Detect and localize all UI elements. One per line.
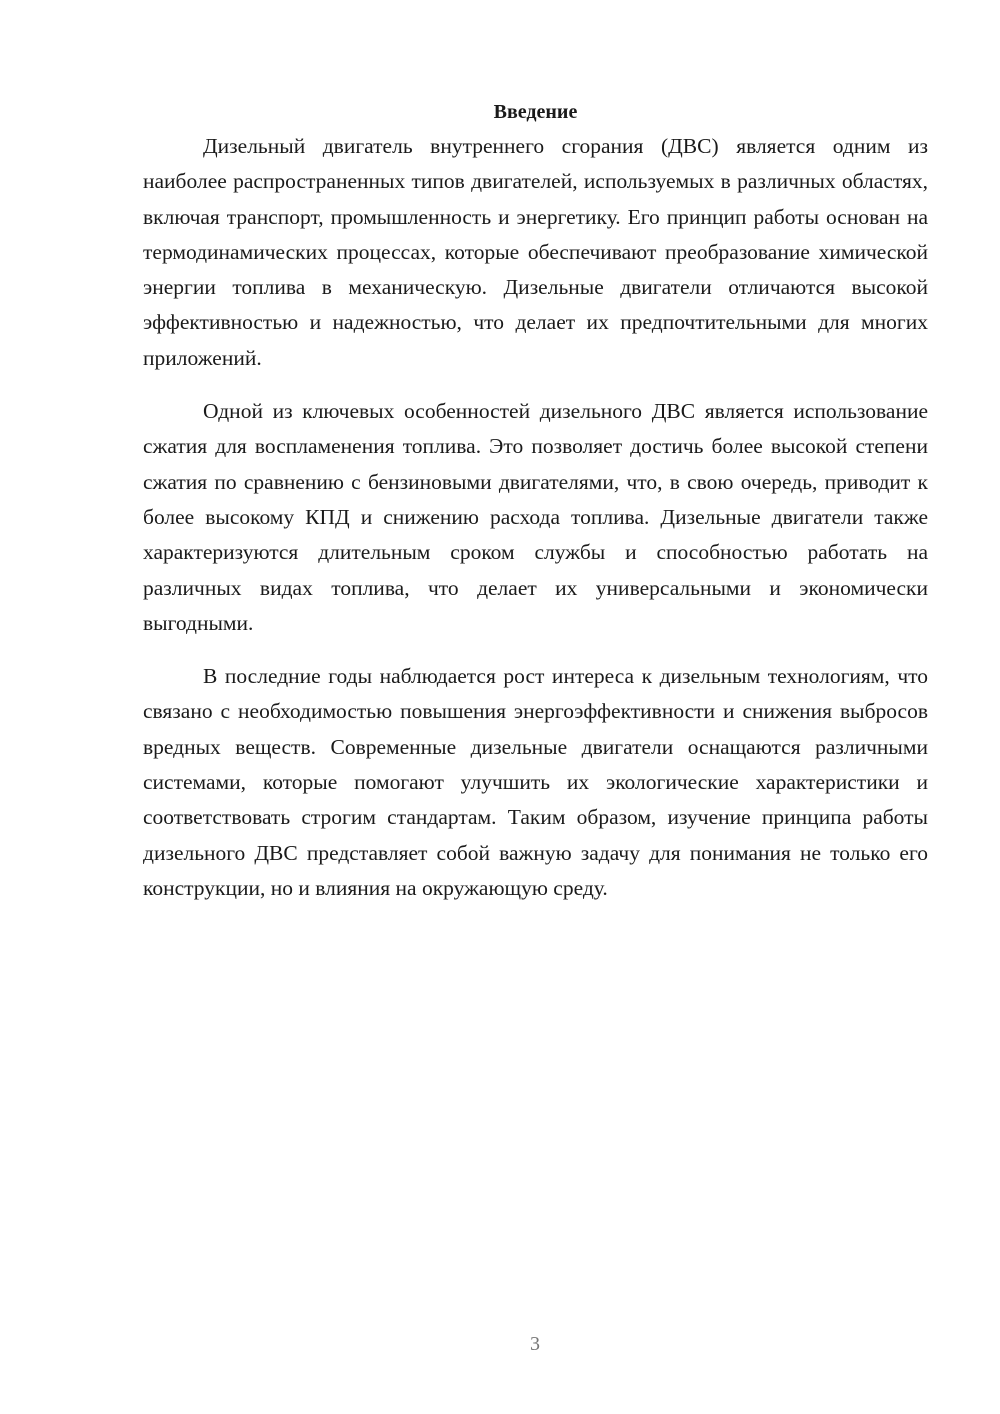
paragraph-2: Одной из ключевых особенностей дизельного ДВС является использование сжатия для воспламенения топлива. Это позволяет достичь более высокой степени сжатия по сравнению с бензиновыми двигателями, что, в свою очередь, приводит к более высокому КПД и снижению расхода топлива. Дизельные двигатели также характеризуются длительным сроком службы и способностью работать на различных видах топлива, что делает их универсальными и экономически выгодными. — [143, 399, 928, 635]
page-body — [143, 96, 928, 906]
paragraph-1: Дизельный двигатель внутреннего сгорания (ДВС) является одним из наиболее распространенных типов двигателей, используемых в различных областях, включая транспорт, промышленность и энергетику. Его принцип работы основан на термодинамических процессах, которые обеспечивают преобразование химической энергии топлива в механическую. Дизельные двигатели отличаются высокой эффективностью и надежностью, что делает их предпочтительными для многих приложений. — [143, 134, 928, 370]
page-number: 3 — [530, 1333, 540, 1355]
section-title: Введение — [493, 101, 578, 123]
paragraph-3: В последние годы наблюдается рост интереса к дизельным технологиям, что связано с необходимостью повышения энергоэффективности и снижения выбросов вредных веществ. Современные дизельные двигатели оснащаются различными системами, которые помогают улучшить их экологические характеристики и соответствовать строгим стандартам. Таким образом, изучение принципа работы дизельного ДВС представляет собой важную задачу для понимания не только его конструкции, но и влияния на окружающую среду. — [143, 664, 928, 900]
